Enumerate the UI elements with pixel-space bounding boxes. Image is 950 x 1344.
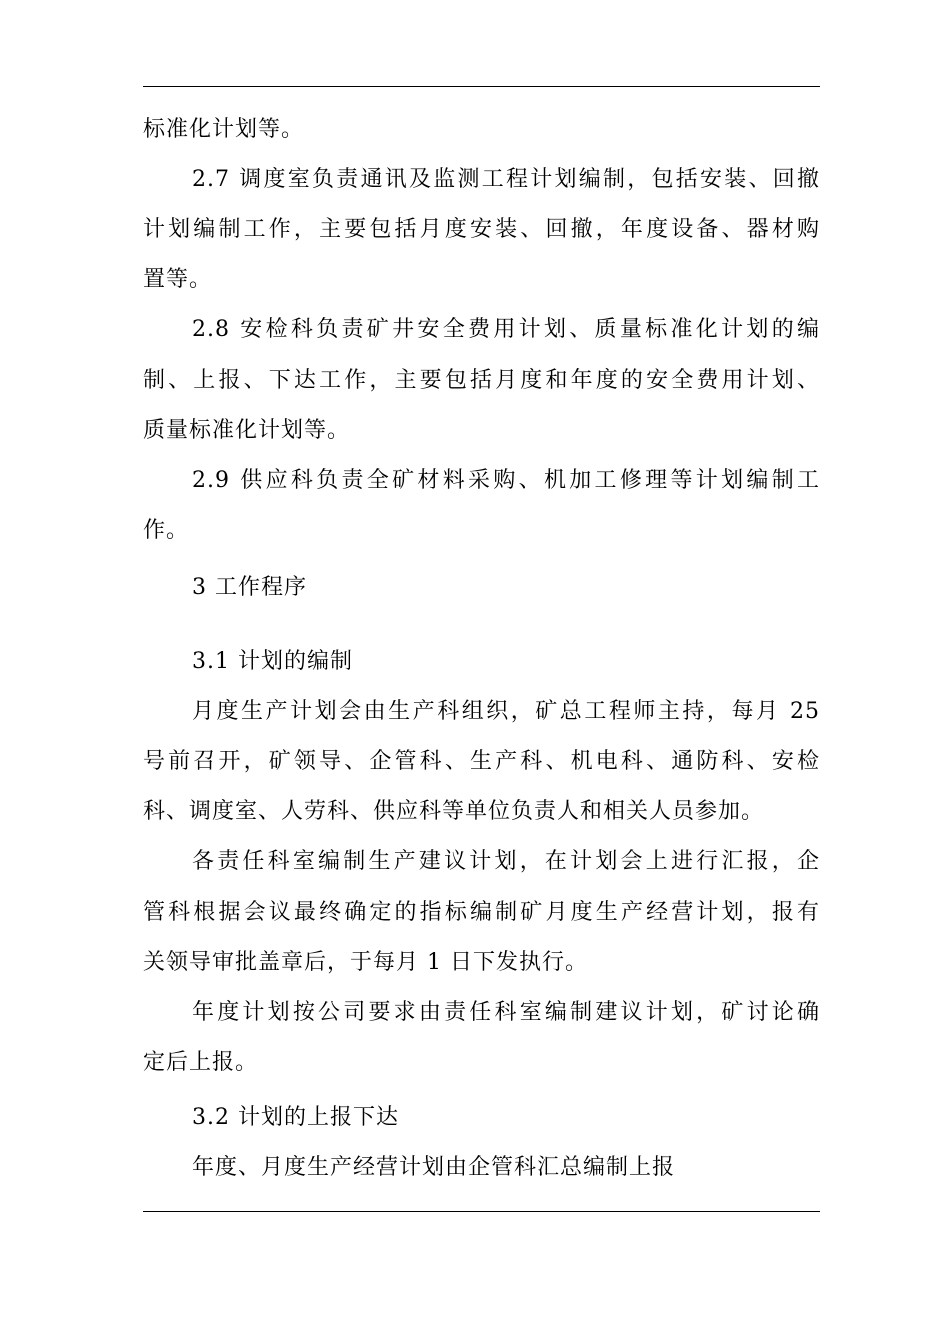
paragraph-line: 质量标准化计划等。 [143,418,351,443]
header-rule [143,86,820,87]
paragraph-line: 号前召开，矿领导、企管科、生产科、机电科、通防科、安检 [143,749,820,774]
paragraph-line: 管科根据会议最终确定的指标编制矿月度生产经营计划，报有 [143,900,820,925]
subsection-heading: 3.2 计划的上报下达 [192,1105,399,1130]
paragraph-line: 定后上报。 [143,1050,259,1075]
paragraph-line: 2.7 调度室负责通讯及监测工程计划编制，包括安装、回撤 [192,167,820,192]
paragraph-line: 作。 [143,518,190,543]
paragraph-line: 各责任科室编制生产建议计划，在计划会上进行汇报，企 [192,849,820,874]
paragraph-line: 计划编制工作，主要包括月度安装、回撤，年度设备、器材购 [143,217,820,242]
paragraph-line: 标准化计划等。 [143,117,305,142]
section-heading: 3 工作程序 [192,575,307,600]
paragraph-line: 月度生产计划会由生产科组织，矿总工程师主持，每月 25 [192,699,820,724]
paragraph-line: 制、上报、下达工作，主要包括月度和年度的安全费用计划、 [143,368,820,393]
paragraph-line: 2.8 安检科负责矿井安全费用计划、质量标准化计划的编 [192,317,820,342]
subsection-heading: 3.1 计划的编制 [192,649,353,674]
paragraph-line: 2.9 供应科负责全矿材料采购、机加工修理等计划编制工 [192,468,820,493]
footer-rule [143,1211,820,1212]
paragraph-line: 年度、月度生产经营计划由企管科汇总编制上报 [192,1155,676,1180]
paragraph-line: 科、调度室、人劳科、供应科等单位负责人和相关人员参加。 [143,799,765,824]
paragraph-line: 年度计划按公司要求由责任科室编制建议计划，矿讨论确 [192,1000,820,1025]
paragraph-line: 置等。 [143,267,213,292]
paragraph-line: 关领导审批盖章后，于每月 1 日下发执行。 [143,950,588,975]
